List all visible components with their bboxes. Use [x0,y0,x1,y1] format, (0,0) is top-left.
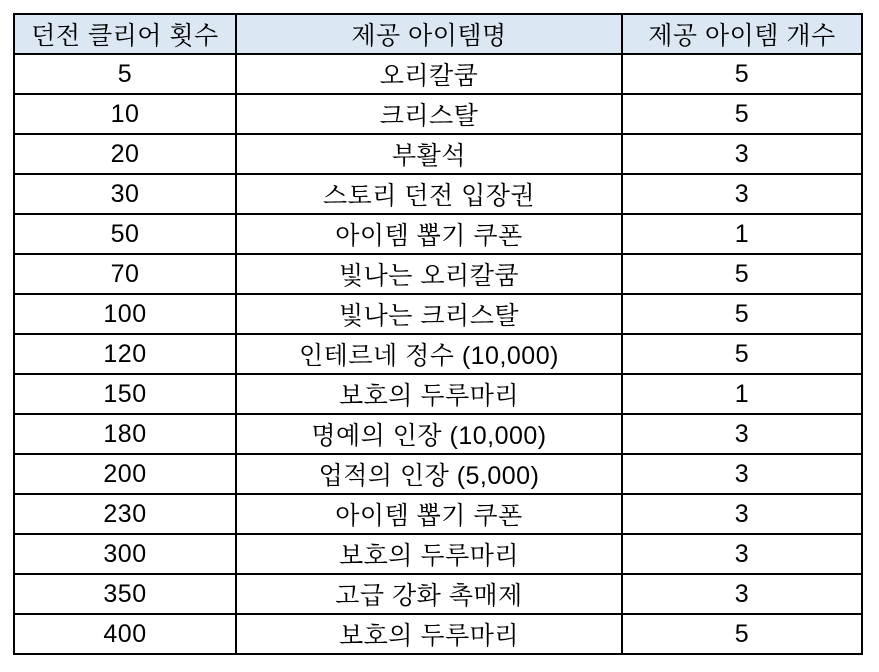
item-count-cell: 5 [622,54,862,94]
item-name-cell: 아이템 뽑기 쿠폰 [236,214,622,254]
item-name-cell: 명예의 인장 (10,000) [236,414,622,454]
item-count-cell: 3 [622,534,862,574]
table-row [14,14,862,54]
item-count-cell: 5 [622,94,862,134]
item-count-cell: 3 [622,414,862,454]
item-name-cell: 오리칼쿰 [236,54,622,94]
item-name-cell: 업적의 인장 (5,000) [236,454,622,494]
clear-count-cell: 150 [14,374,236,414]
table-row [14,534,862,574]
clear-count-cell: 200 [14,454,236,494]
table-row [14,254,862,294]
table-header-row [14,14,862,54]
header-cell-clear-count: 던전 클리어 횟수 [14,14,236,54]
table-row [14,134,862,174]
table-row [14,214,862,254]
item-count-cell: 3 [622,134,862,174]
item-name-cell: 보호의 두루마리 [236,534,622,574]
item-count-cell: 3 [622,454,862,494]
item-count-cell: 1 [622,214,862,254]
item-name-cell: 고급 강화 촉매제 [236,574,622,614]
clear-count-cell: 50 [14,214,236,254]
item-name-cell: 보호의 두루마리 [236,374,622,414]
clear-count-cell: 20 [14,134,236,174]
table-row [14,374,862,414]
item-count-cell: 3 [622,574,862,614]
clear-count-cell: 100 [14,294,236,334]
clear-count-cell: 70 [14,254,236,294]
clear-count-cell: 5 [14,54,236,94]
table-row [14,54,862,94]
table-row [14,414,862,454]
clear-count-cell: 30 [14,174,236,214]
table-body [14,54,862,654]
item-name-cell: 빛나는 크리스탈 [236,294,622,334]
dungeon-reward-table [13,13,863,655]
item-name-cell: 인테르네 정수 (10,000) [236,334,622,374]
item-name-cell: 크리스탈 [236,94,622,134]
item-count-cell: 5 [622,614,862,654]
clear-count-cell: 120 [14,334,236,374]
item-name-cell: 아이템 뽑기 쿠폰 [236,494,622,534]
clear-count-cell: 10 [14,94,236,134]
clear-count-cell: 400 [14,614,236,654]
item-name-cell: 스토리 던전 입장권 [236,174,622,214]
item-count-cell: 3 [622,494,862,534]
clear-count-cell: 230 [14,494,236,534]
clear-count-cell: 350 [14,574,236,614]
table-row [14,94,862,134]
table-row [14,494,862,534]
item-count-cell: 3 [622,174,862,214]
table-row [14,294,862,334]
item-count-cell: 5 [622,254,862,294]
item-name-cell: 부활석 [236,134,622,174]
clear-count-cell: 180 [14,414,236,454]
table-row [14,454,862,494]
clear-count-cell: 300 [14,534,236,574]
table-row [14,614,862,654]
table-row [14,574,862,614]
item-count-cell: 5 [622,294,862,334]
table-row [14,334,862,374]
header-cell-item-count: 제공 아이템 개수 [622,14,862,54]
item-count-cell: 5 [622,334,862,374]
item-count-cell: 1 [622,374,862,414]
item-name-cell: 보호의 두루마리 [236,614,622,654]
table-row [14,174,862,214]
header-cell-item-name: 제공 아이템명 [236,14,622,54]
item-name-cell: 빛나는 오리칼쿰 [236,254,622,294]
